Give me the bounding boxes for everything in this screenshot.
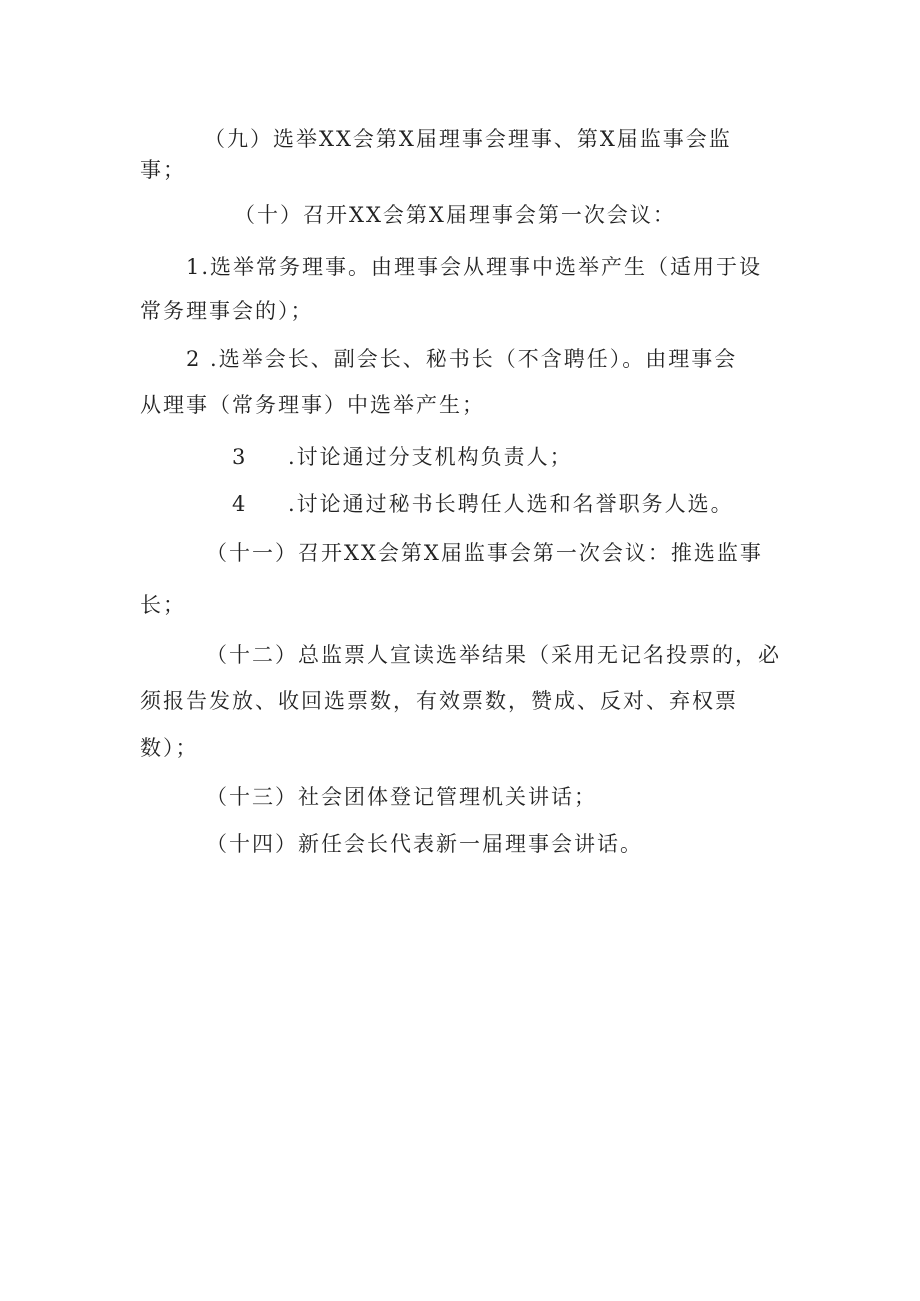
paragraph-item-9-line-1: （九）选举XX会第X届理事会理事、第X届监事会监: [204, 127, 732, 151]
sub-3-number: 3: [232, 445, 248, 469]
paragraph-sub-2-line-1: 2 .选举会长、副会长、秘书长（不含聘任）。由理事会: [186, 347, 738, 371]
paragraph-sub-4: [232, 489, 734, 519]
paragraph-item-11-line-1: （十一）召开XX会第X届监事会第一次会议：推选监事: [206, 541, 763, 565]
paragraph-item-14: （十四）新任会长代表新一届理事会讲话。: [206, 832, 643, 856]
sub-4-number: 4: [232, 492, 248, 516]
paragraph-sub-2-line-2: 从理事（常务理事）中选举产生；: [140, 393, 485, 417]
paragraph-sub-3: [232, 442, 573, 472]
paragraph-item-9-line-2: 事；: [140, 158, 186, 182]
paragraph-item-12-line-2: 须报告发放、收回选票数，有效票数，赞成、反对、弃权票: [140, 689, 738, 713]
paragraph-item-10: （十）召开XX会第X届理事会第一次会议：: [234, 203, 676, 227]
sub-4-text: .讨论通过秘书长聘任人选和名誉职务人选。: [288, 492, 734, 516]
paragraph-item-11-line-2: 长；: [140, 593, 186, 617]
paragraph-sub-1-line-2: 常务理事会的）；: [140, 299, 314, 323]
paragraph-item-12-line-1: （十二）总监票人宣读选举结果（采用无记名投票的，必: [206, 643, 781, 667]
paragraph-item-12-line-3: 数）；: [140, 736, 199, 760]
sub-3-text: .讨论通过分支机构负责人；: [288, 445, 573, 469]
paragraph-sub-1-line-1: 1.选举常务理事。由理事会从理事中选举产生（适用于设: [186, 255, 763, 279]
paragraph-item-13: （十三）社会团体登记管理机关讲话；: [206, 785, 597, 809]
